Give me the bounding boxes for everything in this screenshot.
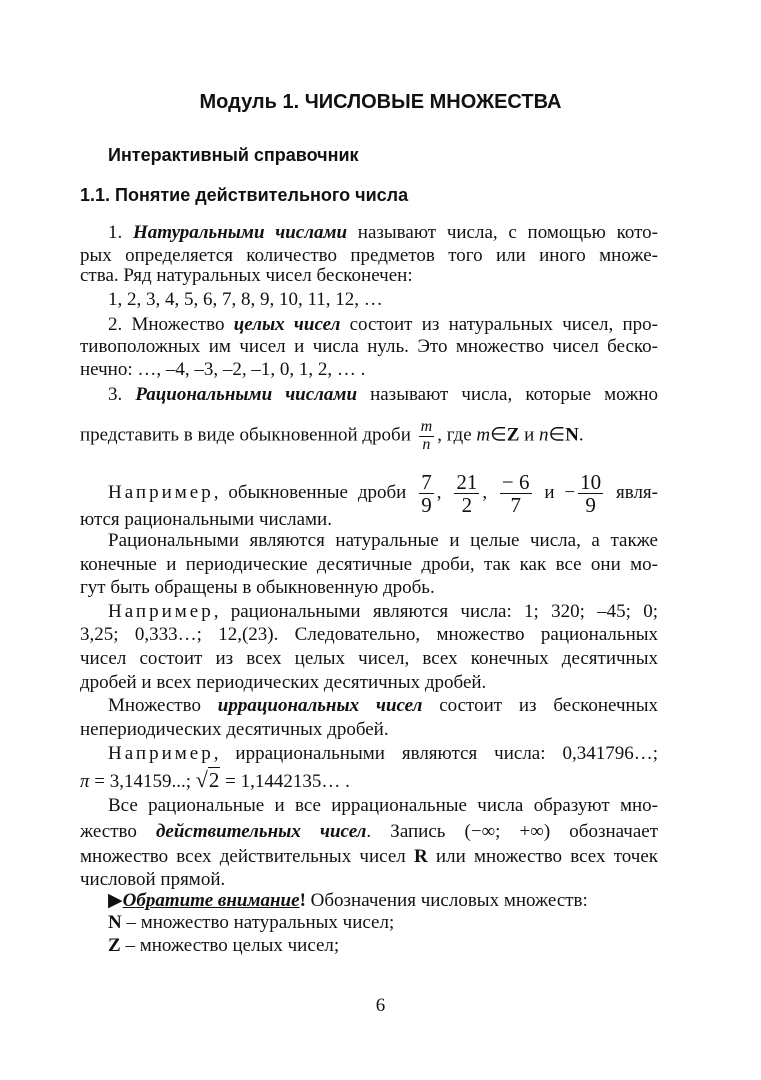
- text-line: [80, 845, 658, 869]
- text-run: π: [80, 771, 90, 792]
- text-run: Множество: [108, 695, 218, 716]
- page-number: 6: [375, 995, 386, 1016]
- text-run: Рациональными являются натуральные и целые числа, а также: [108, 530, 658, 551]
- text-run: и −: [534, 481, 576, 503]
- text-run: , где: [437, 424, 477, 446]
- text-run: 1.: [108, 222, 133, 243]
- text-run: рых определяется количество предметов того или иного множе-: [80, 245, 658, 266]
- text-run: 3.: [108, 384, 136, 405]
- text-run: явля-: [606, 481, 658, 503]
- text-line: [108, 529, 658, 553]
- text-line: [80, 768, 658, 794]
- text-run: . Запись (−∞; +∞) обозначает: [366, 821, 659, 842]
- module-title: Модуль 1. ЧИСЛОВЫЕ МНОЖЕСТВА: [199, 91, 562, 113]
- text-run: – множество целых чисел;: [120, 935, 340, 956]
- text-run: – множество натуральных чисел;: [121, 912, 395, 933]
- text-line: [80, 335, 658, 359]
- text-run: !: [299, 890, 306, 911]
- text-run: непериодических десятичных дробей.: [80, 719, 389, 740]
- text-line: [80, 647, 658, 671]
- subtitle: Интерактивный справочник: [108, 145, 359, 165]
- text-run: ,: [436, 481, 452, 503]
- numerator: − 6: [501, 470, 530, 494]
- text-run: R: [413, 846, 428, 867]
- text-run: .: [578, 424, 584, 446]
- term: Рациональными числами: [135, 384, 358, 405]
- text-line: [80, 358, 658, 382]
- text-run: Например: [108, 481, 214, 503]
- text-line: [108, 934, 658, 958]
- text-line: [108, 742, 658, 766]
- text-run: нечно: …, –4, –3, –2, –1, 0, 1, 2, … .: [80, 359, 366, 380]
- text-line: [108, 794, 658, 818]
- text-run: жество: [80, 821, 156, 842]
- text-run: состоит из натуральных чисел, про-: [340, 314, 658, 335]
- text-run: 1, 2, 3, 4, 5, 6, 7, 8, 9, 10, 11, 12, …: [108, 289, 383, 310]
- radicand: 2: [208, 768, 220, 792]
- denominator: n: [422, 435, 431, 453]
- text-run: называют числа, которые можно: [357, 384, 658, 405]
- term: Обратите внимание: [122, 890, 300, 911]
- text-line: [108, 694, 658, 718]
- text-run: множество всех действительных чисел: [80, 846, 414, 867]
- text-run: числовой прямой.: [80, 869, 226, 890]
- text-run: Z: [108, 935, 121, 956]
- text-line: [80, 718, 658, 742]
- text-run: , рациональными являются числа: 1; 320; –45; 0;: [213, 601, 658, 622]
- text-run: 3,25; 0,333…; 12,(23). Следовательно, множество рациональных: [80, 624, 658, 645]
- text-run: Z: [506, 424, 520, 446]
- text-run: = 3,14159...;: [89, 771, 196, 792]
- numerator: m: [420, 418, 433, 435]
- square-root: [196, 768, 221, 794]
- text-line: [80, 623, 658, 647]
- term: иррациональных чисел: [217, 695, 423, 716]
- text-line: [80, 553, 658, 577]
- text-run: и: [519, 424, 540, 446]
- text-run: тивоположных им чисел и числа нуль. Это множество чисел беско-: [80, 336, 658, 357]
- section-heading: 1.1. Понятие действительного числа: [80, 185, 409, 205]
- text-run: Обозначения числовых множеств:: [305, 890, 588, 911]
- text-line: [80, 264, 658, 288]
- text-run: 2. Множество: [108, 314, 234, 335]
- text-run: Все рациональные и все иррациональные числа образуют мно-: [108, 795, 658, 816]
- text-run: чисел состоит из всех целых чисел, всех конечных десятичных: [80, 648, 658, 669]
- text-run: дробей и всех периодических десятичных дробей.: [80, 672, 487, 693]
- text-line: [108, 221, 658, 245]
- numerator: 21: [456, 470, 478, 494]
- text-run: ства. Ряд натуральных чисел бесконечен:: [80, 265, 413, 286]
- text-run: состоит из бесконечных: [422, 695, 658, 716]
- text-line: [80, 820, 658, 844]
- text-line: [108, 288, 658, 312]
- text-run: m: [476, 424, 491, 446]
- denominator: 7: [510, 493, 521, 518]
- denominator: 9: [421, 493, 432, 518]
- term: целых чисел: [233, 314, 341, 335]
- radical-sign-icon: √: [195, 767, 208, 792]
- text-run: конечные и периодические десятичные дроби, так как все они мо-: [80, 554, 658, 575]
- text-run: ▶: [108, 890, 123, 911]
- text-line: [80, 419, 658, 454]
- denominator: 2: [461, 493, 473, 518]
- text-run: называют числа, с помощью кото-: [347, 222, 658, 243]
- text-line: [108, 889, 658, 913]
- text-run: , обыкновенные дроби: [213, 481, 417, 503]
- numerator: 10: [580, 470, 602, 494]
- text-run: гут быть обращены в обыкновенную дробь.: [80, 577, 435, 598]
- term: Натуральными числами: [133, 222, 348, 243]
- text-run: ∈: [490, 424, 507, 446]
- text-run: , иррациональными являются числа: 0,341796…;: [213, 743, 658, 764]
- text-line: [108, 383, 658, 407]
- denominator: 9: [585, 493, 596, 518]
- text-line: [108, 313, 658, 337]
- text-run: N: [565, 424, 579, 446]
- text-run: Например: [108, 601, 214, 622]
- text-run: или множество всех точек: [427, 846, 658, 867]
- text-line: [108, 911, 658, 935]
- text-run: ∈: [548, 424, 566, 446]
- text-line: [108, 600, 658, 624]
- text-run: ются рациональными числами.: [80, 509, 332, 530]
- fraction: [419, 419, 435, 454]
- text-line: [80, 671, 658, 695]
- text-run: представить в виде обыкновенной дроби: [80, 424, 416, 446]
- term: действительных чисел: [156, 821, 367, 842]
- text-run: Например: [108, 743, 214, 764]
- text-run: N: [108, 912, 122, 933]
- text-run: ,: [482, 481, 497, 503]
- numerator: 7: [421, 470, 432, 494]
- text-line: [80, 576, 658, 600]
- text-run: = 1,1442135… .: [220, 771, 350, 792]
- text-run: n: [539, 424, 549, 446]
